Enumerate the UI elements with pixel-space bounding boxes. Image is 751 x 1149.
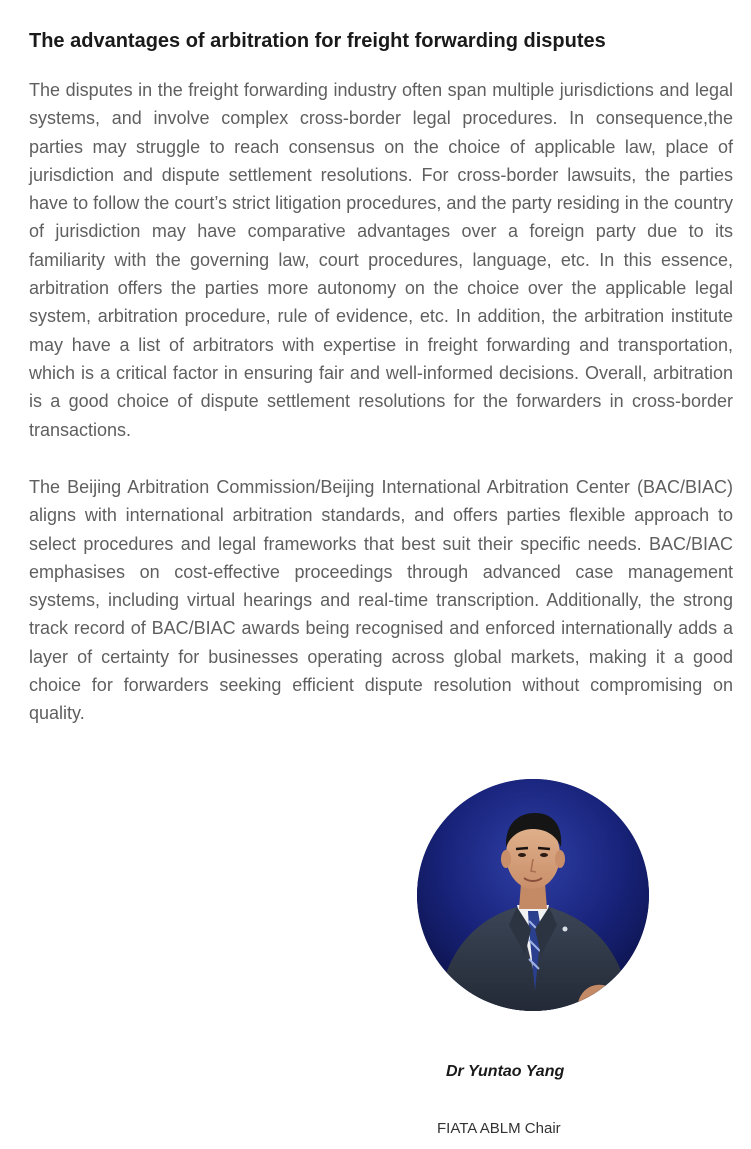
article-paragraph-2: The Beijing Arbitration Commission/Beijing International Arbitration Center (BAC/BIAC) aligns with international arbitration standards, and offers parties flexible approach to select procedures and legal frameworks that best suit their specific needs. BAC/BIAC emphasises on cost-effective proceedings through advanced case management systems, including virtual hearings and real-time transcription. Additionally, the strong track record of BAC/BIAC awards being recognised and enforced internationally adds a layer of certainty for businesses operating across global markets, making it a good choice for forwarders seeking efficient dispute resolution without compromising on quality. [29,477,733,724]
author-portrait [417,779,649,1011]
article-paragraph-1: The disputes in the freight forwarding industry often span multiple jurisdictions and legal systems, and involve complex cross-border legal procedures. In consequence,the parties may struggle to reach consensus on the choice of applicable law, place of jurisdiction and dispute settlement resolutions. For cross-border lawsuits, the parties have to follow the court’s strict litigation procedures, and the party residing in the country of jurisdiction may have comparative advantages over a foreign party due to its familiarity with the governing law, court procedures, language, etc. In this essence, arbitration offers the parties more autonomy on the choice over the applicable legal system, arbitration procedure, rule of evidence, etc. In addition, the arbitration institute may have a list of arbitrators with expertise in freight forwarding and transportation, which is a critical factor in ensuring fair and well-informed decisions. Overall, arbitration is a good choice of dispute settlement resolutions for the forwarders in cross-border transactions. [29,80,733,440]
author-role: FIATA ABLM Chair [437,1120,561,1137]
author-name: Dr Yuntao Yang [446,1063,565,1080]
article-title: The advantages of arbitration for freight forwarding disputes [29,30,606,52]
portrait-illustration [417,779,649,1011]
